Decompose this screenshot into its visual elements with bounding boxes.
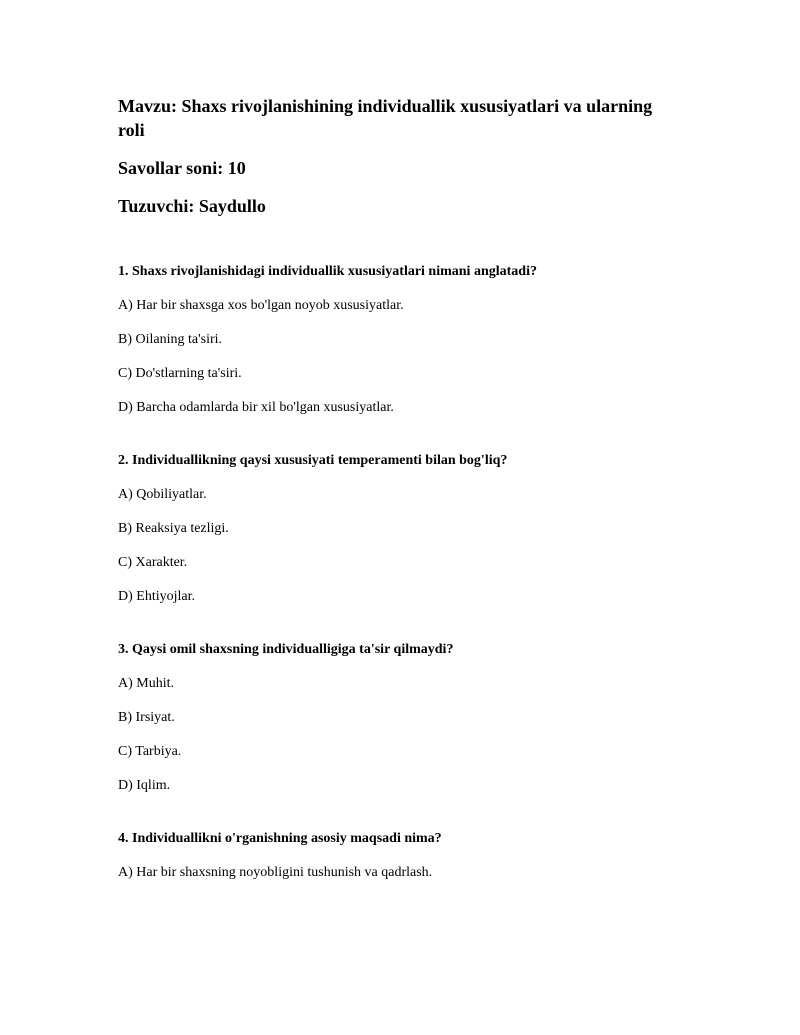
answer-option-a: A) Har bir shaxsga xos bo'lgan noyob xususiyatlar.	[118, 298, 404, 313]
answer-option-b: B) Oilaning ta'siri.	[118, 332, 223, 347]
question-text: 3. Qaysi omil shaxsning individualligiga ta'sir qilmaydi?	[118, 642, 454, 657]
question-text: 1. Shaxs rivojlanishidagi individuallik xususiyatlari nimani anglatadi?	[118, 264, 537, 279]
answer-option-d: D) Iqlim.	[118, 778, 171, 793]
answer-option-b: B) Irsiyat.	[118, 710, 175, 725]
question-count: Savollar soni: 10	[118, 158, 246, 178]
question-3	[118, 640, 718, 796]
author: Tuzuvchi: Saydullo	[118, 196, 266, 216]
answer-option-c: C) Tarbiya.	[118, 744, 182, 759]
answer-option-d: D) Barcha odamlarda bir xil bo'lgan xususiyatlar.	[118, 400, 394, 415]
answer-option-c: C) Do'stlarning ta'siri.	[118, 366, 242, 381]
document-header	[118, 94, 678, 218]
question-text: 4. Individuallikni o'rganishning asosiy maqsadi nima?	[118, 831, 442, 846]
answer-option-a: A) Qobiliyatlar.	[118, 487, 207, 502]
question-1	[118, 262, 718, 418]
question-2	[118, 451, 718, 607]
question-4	[118, 829, 718, 883]
answer-option-a: A) Muhit.	[118, 676, 174, 691]
answer-option-c: C) Xarakter.	[118, 555, 188, 570]
question-list	[118, 262, 718, 916]
document-title: Mavzu: Shaxs rivojlanishining individuallik xususiyatlari va ularning roli	[118, 96, 653, 140]
answer-option-b: B) Reaksiya tezligi.	[118, 521, 229, 536]
answer-option-d: D) Ehtiyojlar.	[118, 589, 195, 604]
question-text: 2. Individuallikning qaysi xususiyati temperamenti bilan bog'liq?	[118, 453, 508, 468]
answer-option-a: A) Har bir shaxsning noyobligini tushunish va qadrlash.	[118, 865, 433, 880]
